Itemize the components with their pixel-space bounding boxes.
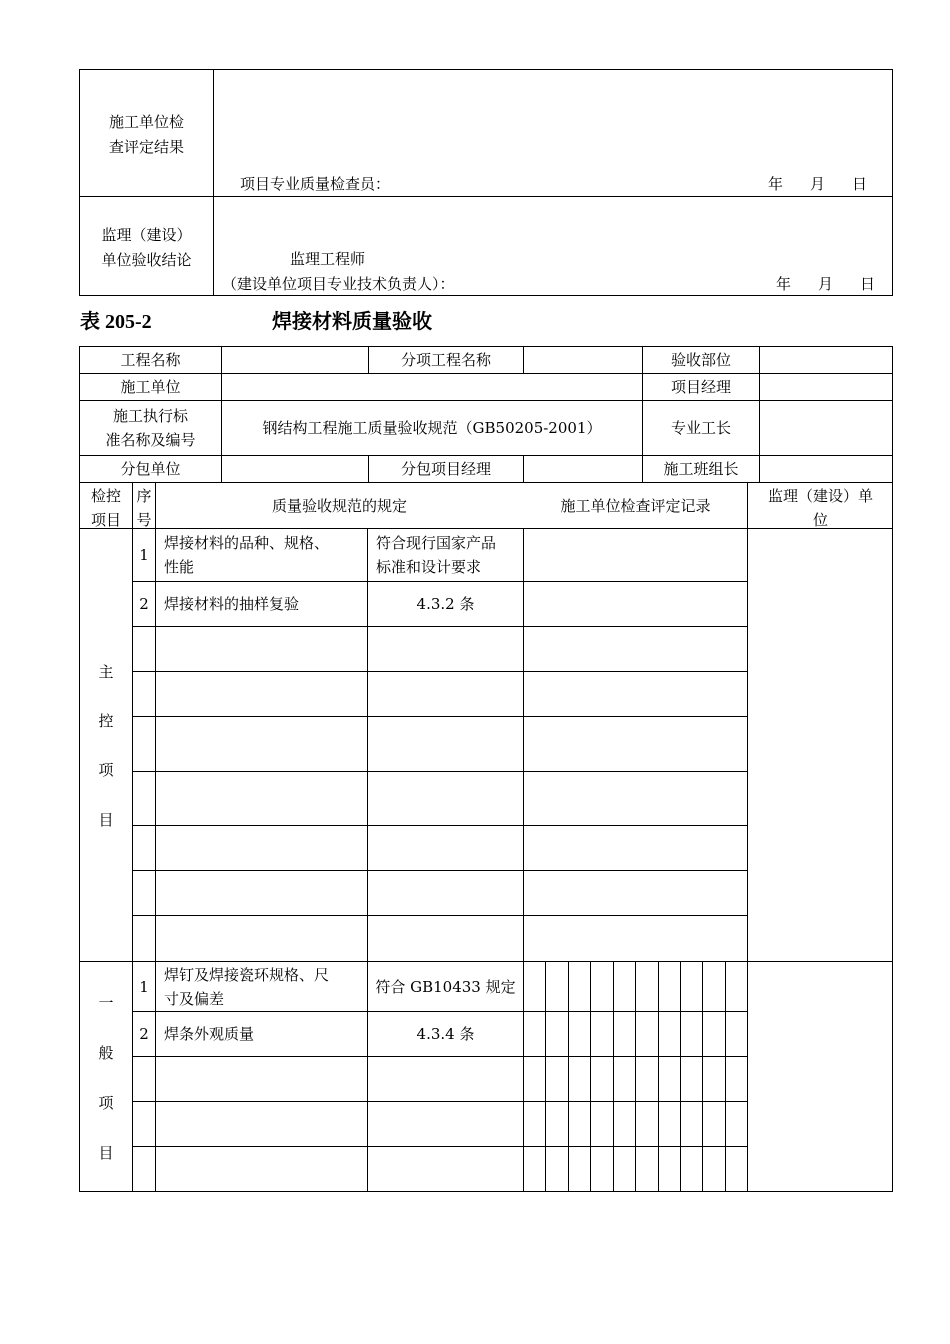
standard-value: 钢结构工程施工质量验收规范（GB50205-2001） xyxy=(262,419,602,437)
main-control-label-4: 目 xyxy=(98,811,114,829)
acceptance-part-label: 验收部位 xyxy=(670,351,731,369)
row-line xyxy=(79,482,893,483)
row-line xyxy=(132,1101,747,1102)
supervision-engineer-label: 监理工程师 xyxy=(290,250,366,268)
subcontractor-label: 分包单位 xyxy=(120,460,181,478)
main-row2-spec: 4.3.2 条 xyxy=(416,595,475,613)
general-label-2: 般 xyxy=(98,1044,114,1062)
row-line xyxy=(132,825,747,826)
main-row2-item: 焊接材料的抽样复验 xyxy=(164,595,300,613)
seq-col-line1: 序 xyxy=(136,487,152,505)
construction-tech-lead-label: （建设单位项目专业技术负责人）： xyxy=(222,275,455,293)
date-month: 月 xyxy=(810,175,826,193)
project-name-label: 工程名称 xyxy=(120,351,181,369)
date-month-2: 月 xyxy=(818,275,834,293)
construction-result-label-line1: 施工单位检 xyxy=(108,113,184,131)
row-line xyxy=(132,1011,747,1012)
general-row1-seq: 1 xyxy=(139,978,149,996)
main-control-label-1: 主 xyxy=(98,663,114,681)
col-line xyxy=(155,482,156,1192)
sub-project-name-label: 分项工程名称 xyxy=(400,351,491,369)
row-line xyxy=(79,373,893,374)
table-title: 焊接材料质量验收 xyxy=(272,311,432,333)
general-row1-item-line2: 寸及偏差 xyxy=(164,990,225,1008)
main-row1-item-line2: 性能 xyxy=(164,558,195,576)
record-sub-line xyxy=(725,961,726,1192)
row-line xyxy=(132,671,747,672)
seq-col-line2: 号 xyxy=(136,511,152,529)
record-sub-line xyxy=(680,961,681,1192)
date-year-2: 年 xyxy=(776,275,792,293)
row-line xyxy=(132,716,747,717)
inspector-label: 项目专业质量检查员： xyxy=(240,175,391,193)
main-row1-spec-line1: 符合现行国家产品 xyxy=(376,534,497,552)
record-sub-line xyxy=(613,961,614,1192)
row-line xyxy=(132,581,747,582)
col-line xyxy=(221,346,222,482)
record-sub-line xyxy=(635,961,636,1192)
row-line xyxy=(132,626,747,627)
construction-result-label-line2: 查评定结果 xyxy=(108,138,184,156)
supervision-conclusion-label-line2: 单位验收结论 xyxy=(101,251,192,269)
section-line xyxy=(79,961,893,962)
standard-label-line2: 准名称及编号 xyxy=(105,431,196,449)
standard-label-line1: 施工执行标 xyxy=(112,407,188,425)
record-sub-line xyxy=(545,961,546,1192)
supervision-conclusion-label-line1: 监理（建设） xyxy=(101,226,192,244)
team-leader-label: 施工班组长 xyxy=(663,460,739,478)
top-divider-vertical xyxy=(213,69,214,296)
row-line xyxy=(79,455,893,456)
project-manager-label: 项目经理 xyxy=(670,378,731,396)
row-line xyxy=(132,1056,747,1057)
construction-unit-label: 施工单位 xyxy=(120,378,181,396)
supervision-col-line2: 位 xyxy=(812,511,828,529)
col-line xyxy=(523,346,524,373)
date-year: 年 xyxy=(768,175,784,193)
main-row1-seq: 1 xyxy=(139,546,149,564)
general-row1-spec: 符合 GB10433 规定 xyxy=(375,978,516,996)
record-sub-line xyxy=(590,961,591,1192)
sub-project-manager-label: 分包项目经理 xyxy=(400,460,491,478)
general-row2-spec: 4.3.4 条 xyxy=(416,1025,475,1043)
record-sub-line xyxy=(702,961,703,1192)
main-row2-seq: 2 xyxy=(139,595,149,613)
check-item-col-line2: 项目 xyxy=(90,511,121,529)
date-day-2: 日 xyxy=(860,275,876,293)
foreman-label: 专业工长 xyxy=(670,419,731,437)
general-label-1: 一 xyxy=(98,994,114,1012)
check-item-col-line1: 检控 xyxy=(90,487,121,505)
row-line xyxy=(132,915,747,916)
general-row1-item-line1: 焊钉及焊接瓷环规格、尺 xyxy=(164,966,330,984)
row-line xyxy=(132,1146,747,1147)
col-line xyxy=(523,528,524,1192)
col-line xyxy=(367,528,368,1192)
general-label-4: 目 xyxy=(98,1144,114,1162)
table-number: 表 205-2 xyxy=(80,311,152,333)
supervision-col-line1: 监理（建设）单 xyxy=(767,487,873,505)
general-label-3: 项 xyxy=(98,1094,114,1112)
main-row1-item-line1: 焊接材料的品种、规格、 xyxy=(164,534,330,552)
row-line xyxy=(132,870,747,871)
record-sub-line xyxy=(568,961,569,1192)
general-row2-item: 焊条外观质量 xyxy=(164,1025,255,1043)
record-col-header: 施工单位检查评定记录 xyxy=(560,497,711,515)
col-line xyxy=(132,482,133,1192)
main-control-label-3: 项 xyxy=(98,761,114,779)
date-day: 日 xyxy=(852,175,868,193)
top-divider-horizontal xyxy=(79,196,893,197)
col-line xyxy=(747,482,748,1192)
record-sub-line xyxy=(658,961,659,1192)
row-line xyxy=(79,400,893,401)
col-line xyxy=(523,455,524,482)
col-line xyxy=(759,346,760,482)
main-control-label-2: 控 xyxy=(98,712,114,730)
row-line xyxy=(132,771,747,772)
general-row2-seq: 2 xyxy=(139,1025,149,1043)
spec-col-header: 质量验收规范的规定 xyxy=(271,497,407,515)
main-row1-spec-line2: 标准和设计要求 xyxy=(376,558,482,576)
